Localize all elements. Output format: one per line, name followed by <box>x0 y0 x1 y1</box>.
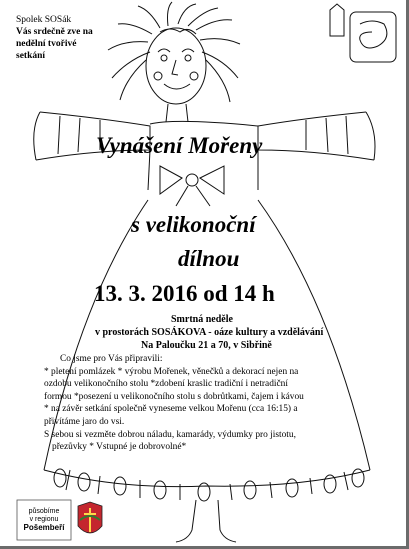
event-date-time: 13. 3. 2016 od 14 h <box>94 281 275 306</box>
program-intro: Co jsme pro Vás připravili: <box>60 354 163 364</box>
program-text <box>44 353 374 454</box>
program-line-1: * pletení pomlázek * výrobu Mořenek, věnečků a dekorací nejen na <box>44 366 299 377</box>
region-logo <box>17 508 71 532</box>
region-logo-text-1: působíme <box>28 508 60 515</box>
title-line-3: dílnou <box>178 246 240 271</box>
program-line-7: přezůvky * Vstupné je dobrovolné* <box>52 442 187 453</box>
region-logo-text-3: Pošembeří <box>23 523 65 532</box>
program-line-3: formou *posezení u velikonočního stolu s dobrůtkami, čajem i kávou <box>44 391 304 402</box>
event-day-name: Smrtná neděle <box>171 314 233 325</box>
program-line-6: S sebou si vezměte dobrou náladu, kamarády, výdumky pro jistotu, <box>44 429 296 440</box>
program-line-5: přivítáme jaro do vsi. <box>44 416 125 427</box>
title-line-2: s velikonoční <box>131 212 256 237</box>
organizer-invitation: Vás srdečně zve na nedělní tvořivé setkání <box>16 27 93 61</box>
event-address: Na Paloučku 21 a 70, v Sibřině <box>141 340 272 351</box>
program-line-2: ozdobu velikonočního stolu *zdobení kraslic tradiční i netradiční <box>44 379 288 390</box>
organizer-name: Spolek SOSák <box>16 15 72 25</box>
event-venue: v prostorách SOSÁKOVA - oáze kultury a vzdělávání <box>95 327 324 338</box>
organizer-text <box>16 14 98 62</box>
region-logo-text-2: v regionu <box>29 516 59 523</box>
program-line-4: * na závěr setkání společně vyneseme velkou Mořenu (cca 16:15) a <box>44 404 298 415</box>
title-line-1: Vynášení Mořeny <box>96 133 263 158</box>
